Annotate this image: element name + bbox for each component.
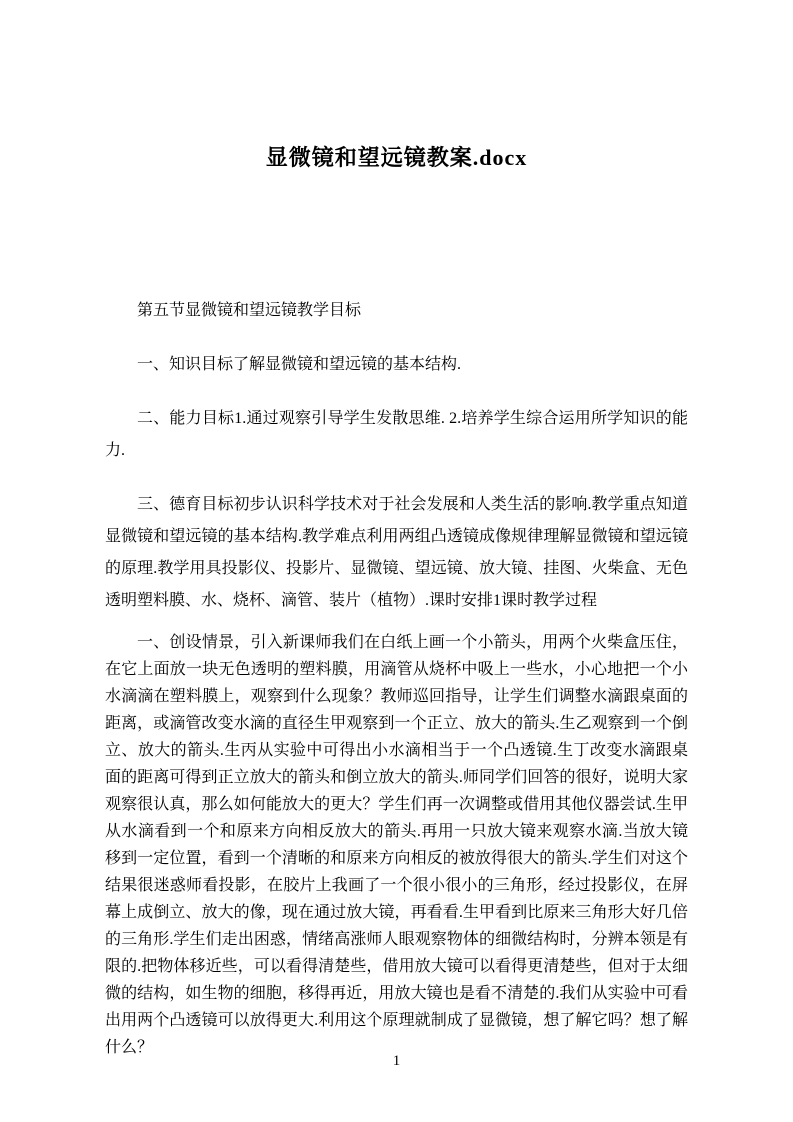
paragraph-teaching-process: 一、创设情景，引入新课师我们在白纸上画一个小箭头，用两个火柴盒压住，在它上面放一块无色透明的塑料膜，用滴管从烧杯中吸上一些水，小心地把一个小水滴滴在塑料膜上，观察到什么现象？教师巡回指导，让学生们调整水滴跟桌面的距离，或滴管改变水滴的直径生甲观察到一个正立、放大的箭头.生乙观察到一个倒立、放大的箭头.生丙从实验中可得出小水滴相当于一个凸透镜.生丁改变水滴跟桌面的距离可得到正立放大的箭头和倒立放大的箭头.师同学们回答的很好，说明大家观察很认真，那么如何能放大的更大？学生们再一次调整或借用其他仪器尝试.生甲从水滴看到一个和原来方向相反放大的箭头.再用一只放大镜来观察水滴.当放大镜移到一定位置，看到一个清晰的和原来方向相反的被放得很大的箭头.学生们对这个结果很迷惑师看投影，在胶片上我画了一个很小很小的三角形，经过投影仪，在屏幕上成倒立、放大的像，现在通过放大镜，再看看.生甲看到比原来三角形大好几倍的三角形.学生们走出困惑，情绪高涨师人眼观察物体的细微结构时，分辨本领是有限的.把物体移近些，可以看得清楚些，借用放大镜可以看得更清楚些，但对于太细微的结构，如生物的细胞，移得再近，用放大镜也是看不清楚的.我们从实验中可看出用两个凸透镜可以放得更大.利用这个原理就制成了显微镜，想了解它吗？想了解什么？ xyxy=(105,634,688,1056)
paragraph-section-heading: 第五节显微镜和望远镜教学目标 xyxy=(137,302,362,319)
document-title: 显微镜和望远镜教案.docx xyxy=(265,145,528,170)
page-number: 1 xyxy=(392,1053,401,1069)
paragraph-ability-goal: 二、能力目标1.通过观察引导学生发散思维. 2.培养学生综合运用所学知识的能力. xyxy=(105,410,688,459)
document-body xyxy=(105,295,688,1061)
paragraph-knowledge-goal: 一、知识目标了解显微镜和望远镜的基本结构. xyxy=(137,356,462,373)
paragraph-moral-goal: 三、德育目标初步认识科学技术对于社会发展和人类生活的影响.教学重点知道显微镜和望远镜的基本结构.教学难点利用两组凸透镜成像规律理解显微镜和望远镜的原理.教学用具投影仪、投影片、显微镜、望远镜、放大镜、挂图、火柴盒、无色透明塑料膜、水、烧杯、滴管、装片（植物）.课时安排1课时教学过程 xyxy=(105,496,688,609)
